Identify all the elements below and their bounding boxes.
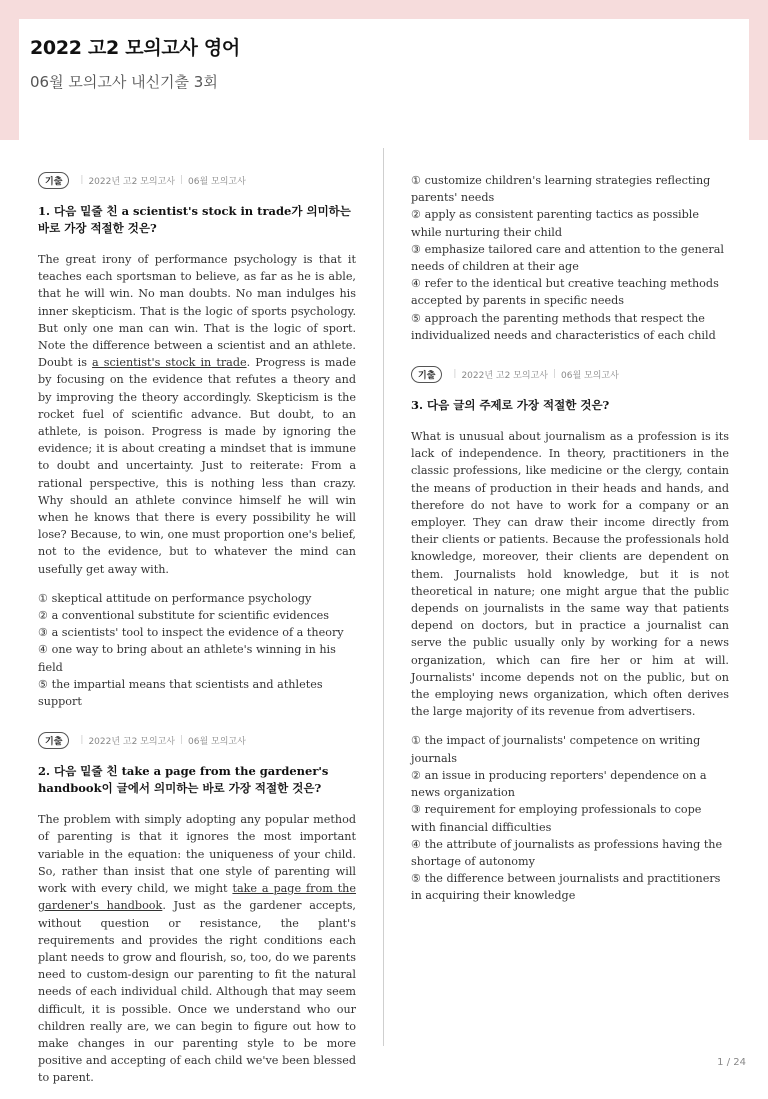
left-column xyxy=(38,172,356,1099)
question-1-title: 1. 다음 밑줄 친 a scientist's stock in trade가 의미하는 바로 가장 적절한 것은? xyxy=(38,204,351,235)
question-2-passage: The problem with simply adopting any popular method of parenting is that it ignores the most important variable in the equation: the uniqueness of your child. So, rather than insist that one style of parenting will work with every child, we might take a page from the gardener's handbook. Just as the gardener accepts, without question or resistance, the plant's requirements and provides the right conditions each plant needs to grow and flourish, so, too, do we parents need to custom-design our parenting to fit the natural needs of each individual child. Although that may seem difficult, it is possible. Once we understand who our children really are, we can begin to figure out how to make changes in our parenting style to be more positive and accepting of each child we've been blessed to parent. xyxy=(38,813,357,1085)
option: ③ requirement for employing professionals to cope with financial difficulties xyxy=(411,803,702,834)
option: ⑤ approach the parenting methods that respect the individualized needs and characteristics of each child xyxy=(411,311,716,342)
option: ⑤ the impartial means that scientists and athletes support xyxy=(38,677,323,709)
option: ④ one way to bring about an athlete's winning in his field xyxy=(38,643,336,674)
question-1-badge: 기출 xyxy=(38,172,69,189)
option: ④ the attribute of journalists as professions having the shortage of autonomy xyxy=(411,837,723,868)
question-2-options xyxy=(411,172,729,344)
question-3-badge: 기출 xyxy=(411,366,442,383)
option: ② apply as consistent parenting tactics as possible while nurturing their child xyxy=(411,208,699,239)
question-2-year: 2022년 고2 모의고사 xyxy=(88,736,175,747)
question-2-badge: 기출 xyxy=(38,732,69,749)
question-3-title: 3. 다음 글의 주제로 가장 적절한 것은? xyxy=(411,398,610,413)
page-number: 1 / 24 xyxy=(717,1057,746,1068)
option: ② a conventional substitute for scientific evidences xyxy=(38,609,329,623)
question-3-month: 06월 모의고사 xyxy=(561,370,619,381)
question-2-month: 06월 모의고사 xyxy=(188,736,246,747)
option: ⑤ the difference between journalists and practitioners in acquiring their knowledge xyxy=(411,872,721,903)
option: ① customize children's learning strategies reflecting parents' needs xyxy=(411,174,711,205)
question-3-passage: What is unusual about journalism as a profession is its lack of independence. In theory, practitioners in the classic professions, like medicine or the clergy, contain the means of production in their heads and hands, and therefore do not have to work for a company or an employer. They can draw their income directly from their clients or patients. Because the professionals hold knowledge, moreover, their clients are dependent on them. Journalists hold knowledge, but it is not theoretical in nature; one might argue that the public depends on journalists in the same way that patients depend on doctors, but in practice a journalist can serve the public usually only by working for a news organization, which can fire her or him at will. Journalists' income depends not on the public, but on the employing news organization, which often derives the large majority of its revenue from advertisers. xyxy=(411,430,729,719)
document-title: 2022 고2 모의고사 영어 xyxy=(30,37,240,59)
underlined-phrase: a scientist's stock in trade xyxy=(92,356,247,370)
question-2-title: 2. 다음 밑줄 친 take a page from the gardener's handbook이 글에서 의미하는 바로 가장 적절한 것은? xyxy=(38,764,329,796)
question-1-passage: The great irony of performance psychology is that it teaches each sportsman to believe, as far as he is able, that he will win. No man doubts. No man indulges his inner skepticism. That is the logic of sports psychology. But only one man can win. That is the logic of sport. Note the difference between a scientist and an athlete. Doubt is a scientist's stock in trade. Progress is made by focusing on the evidence that refutes a theory and by improving the theory accordingly. Skepticism is the rocket fuel of scientific advance. But doubt, to an athlete, is poison. Progress is made by ignoring the evidence; it is about creating a mindset that is immune to doubt and uncertainty. Just to reiterate: From a rational perspective, this is nothing less than crazy. Why should an athlete convince himself he will win when he knows that there is every possibility he will lose? Because, to win, one must proportion one's belief, not to the evidence, but to whatever the mind can usefully get away with. xyxy=(38,253,356,576)
option: ③ a scientists' tool to inspect the evidence of a theory xyxy=(38,626,344,640)
question-2-tagline: 기출 | 2022년 고2 모의고사 | 06월 모의고사 xyxy=(38,732,356,748)
option: ④ refer to the identical but creative teaching methods accepted by parents in specific needs xyxy=(411,277,719,308)
question-3-options xyxy=(411,732,729,904)
option: ① skeptical attitude on performance psychology xyxy=(38,591,312,605)
document-subtitle: 06월 모의고사 내신기출 3회 xyxy=(30,73,218,91)
option: ② an issue in producing reporters' dependence on a news organization xyxy=(411,768,707,800)
question-1-tagline: 기출 | 2022년 고2 모의고사 | 06월 모의고사 xyxy=(38,172,356,188)
question-1-month: 06월 모의고사 xyxy=(188,176,246,187)
column-divider xyxy=(383,148,384,1046)
option: ③ emphasize tailored care and attention to the general needs of children at their age xyxy=(411,242,724,274)
question-3-tagline: 기출 | 2022년 고2 모의고사 | 06월 모의고사 xyxy=(411,366,729,382)
option: ① the impact of journalists' competence on writing journals xyxy=(411,734,701,765)
underlined-phrase: take a page from the gardener's handbook xyxy=(38,882,357,913)
question-3-year: 2022년 고2 모의고사 xyxy=(461,370,548,381)
question-1-options xyxy=(38,590,356,710)
question-1-year: 2022년 고2 모의고사 xyxy=(88,176,175,187)
right-column xyxy=(411,172,729,927)
